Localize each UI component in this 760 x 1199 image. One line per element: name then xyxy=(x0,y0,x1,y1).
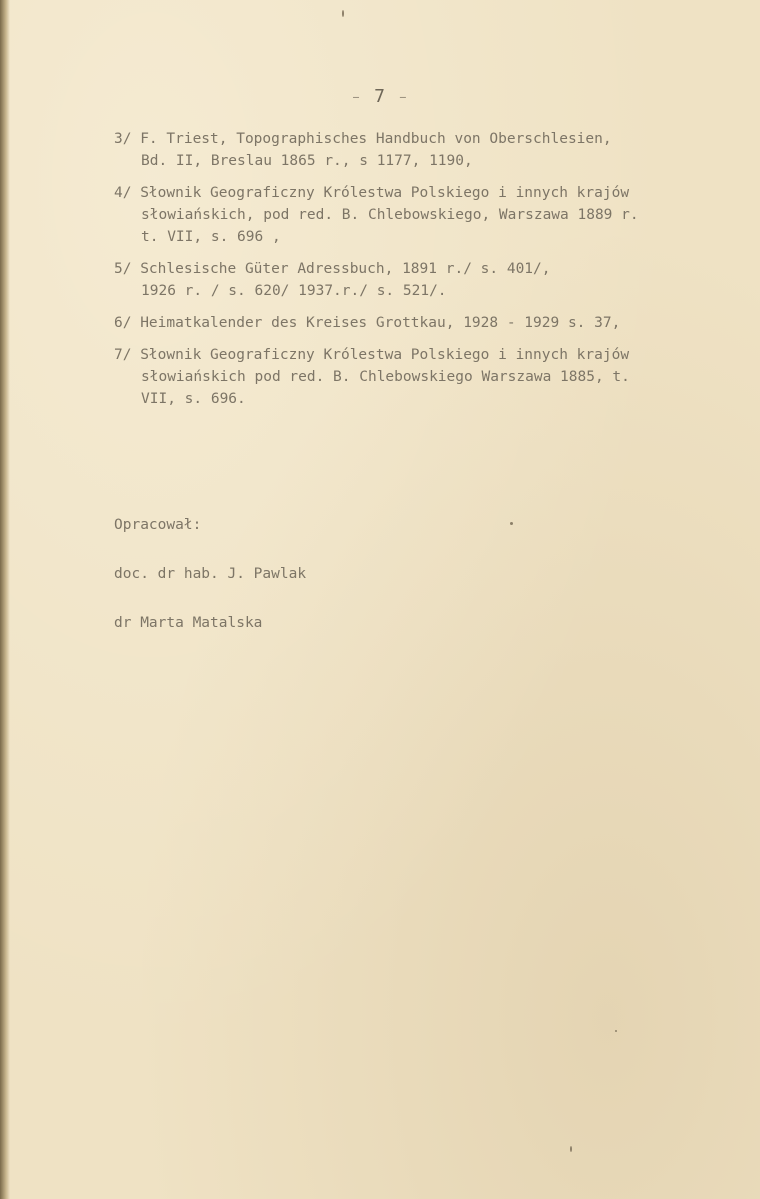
prepared-by-label: Opracował: xyxy=(114,517,202,533)
paper-speck xyxy=(615,1030,617,1032)
paper-speck xyxy=(342,10,344,17)
reference-item-3: 3/ F. Triest, Topographisches Handbuch von Oberschlesien, Bd. II, Breslau 1865 r., s 1177, 1190, xyxy=(114,131,612,169)
page-number-dash-left: – xyxy=(353,91,361,103)
signature-block xyxy=(114,514,306,661)
reference-item-4: 4/ Słownik Geograficzny Królestwa Polskiego i innych krajów słowiańskich, pod red. B. Chlebowskiego, Warszawa 1889 r. t. VII, s. 696 , xyxy=(114,185,639,245)
author-name-1: doc. dr hab. J. Pawlak xyxy=(114,566,307,582)
author-name-2: dr Marta Matalska xyxy=(114,615,263,631)
reference-list xyxy=(114,128,754,420)
reference-item-6: 6/ Heimatkalender des Kreises Grottkau, 1928 - 1929 s. 37, xyxy=(114,315,621,331)
page-number xyxy=(0,86,760,107)
page-number-value: 7 xyxy=(374,86,386,107)
reference-item-5: 5/ Schlesische Güter Adressbuch, 1891 r./ s. 401/, 1926 r. / s. 620/ 1937.r./ s. 521/. xyxy=(114,261,551,299)
reference-item-7: 7/ Słownik Geograficzny Królestwa Polskiego i innych krajów słowiańskich pod red. B. Chlebowskiego Warszawa 1885, t. VII, s. 696. xyxy=(114,347,630,407)
page-number-dash-right: – xyxy=(399,91,407,103)
paper-speck xyxy=(510,522,513,525)
paper-speck xyxy=(570,1146,572,1152)
page-binding-edge xyxy=(0,0,10,1199)
